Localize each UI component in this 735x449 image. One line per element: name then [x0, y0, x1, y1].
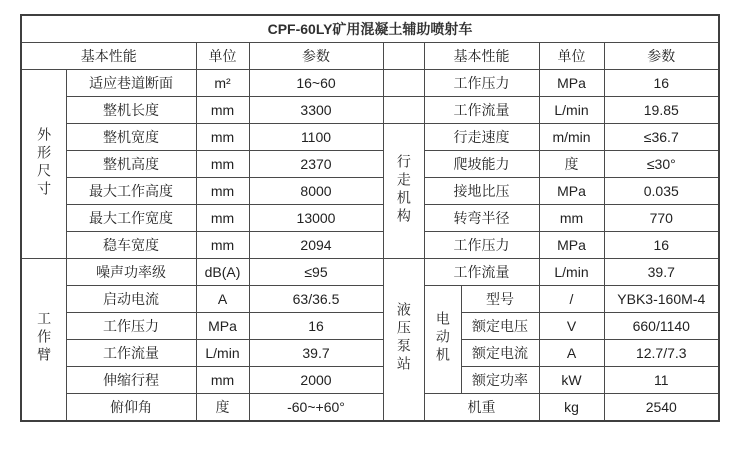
spec-param-cell: 16 [604, 70, 719, 97]
spec-table [20, 14, 720, 422]
spec-name-cell: 工作压力 [66, 313, 196, 340]
spec-name-cell: 型号 [461, 286, 539, 313]
table-row [21, 151, 719, 178]
spec-param-cell: 16 [604, 232, 719, 259]
spec-unit-cell: m/min [539, 124, 604, 151]
group-label-working-arm [21, 259, 66, 422]
spec-param-cell: 2370 [249, 151, 383, 178]
group-label-text: 工作臂 [36, 311, 53, 365]
spec-param-cell: ≤36.7 [604, 124, 719, 151]
spec-param-cell: 39.7 [604, 259, 719, 286]
spec-unit-cell: mm [196, 367, 249, 394]
group-label-text: 液压泵站 [395, 302, 412, 374]
table-row [21, 313, 719, 340]
spec-name-cell: 伸缩行程 [66, 367, 196, 394]
spec-param-cell: 11 [604, 367, 719, 394]
header-spacer-cell [383, 43, 424, 70]
spec-name-cell: 工作流量 [424, 259, 539, 286]
spec-unit-cell: MPa [539, 178, 604, 205]
spec-unit-cell: L/min [539, 259, 604, 286]
spec-name-cell: 额定电流 [461, 340, 539, 367]
group-label-text: 外形尺寸 [36, 126, 53, 199]
table-row [21, 286, 719, 313]
spec-param-cell: 770 [604, 205, 719, 232]
spec-unit-cell: mm [196, 178, 249, 205]
spec-unit-cell: kW [539, 367, 604, 394]
spec-unit-cell: mm [196, 97, 249, 124]
spec-param-cell: YBK3-160M-4 [604, 286, 719, 313]
column-header-param-left: 参数 [249, 43, 383, 70]
spec-name-cell: 最大工作宽度 [66, 205, 196, 232]
spec-unit-cell: 度 [539, 151, 604, 178]
spec-name-cell: 启动电流 [66, 286, 196, 313]
spec-param-cell: 16 [249, 313, 383, 340]
table-row [21, 259, 719, 286]
spec-name-cell: 工作压力 [424, 70, 539, 97]
spec-param-cell: 0.035 [604, 178, 719, 205]
column-header-unit-left: 单位 [196, 43, 249, 70]
table-row [21, 340, 719, 367]
spec-param-cell: 12.7/7.3 [604, 340, 719, 367]
spec-name-cell: 适应巷道断面 [66, 70, 196, 97]
spec-unit-cell: L/min [196, 340, 249, 367]
spec-name-cell: 工作压力 [424, 232, 539, 259]
spec-unit-cell: mm [539, 205, 604, 232]
spec-param-cell: 8000 [249, 178, 383, 205]
spec-param-cell: 16~60 [249, 70, 383, 97]
spec-param-cell: 1100 [249, 124, 383, 151]
column-header-name-left: 基本性能 [21, 43, 196, 70]
table-row [21, 124, 719, 151]
group-label-electric-motor [424, 286, 461, 394]
spec-unit-cell: kg [539, 394, 604, 422]
table-row [21, 205, 719, 232]
spec-param-cell: 660/1140 [604, 313, 719, 340]
column-header-param-right: 参数 [604, 43, 719, 70]
table-row [21, 97, 719, 124]
spec-unit-cell: dB(A) [196, 259, 249, 286]
group-label-dimensions [21, 70, 66, 259]
spec-param-cell: 3300 [249, 97, 383, 124]
column-header-unit-right: 单位 [539, 43, 604, 70]
spec-name-cell: 俯仰角 [66, 394, 196, 422]
spec-name-cell: 最大工作高度 [66, 178, 196, 205]
spec-unit-cell: mm [196, 151, 249, 178]
spec-unit-cell: mm [196, 205, 249, 232]
spec-param-cell: 2000 [249, 367, 383, 394]
spec-unit-cell: mm [196, 232, 249, 259]
spec-param-cell: ≤95 [249, 259, 383, 286]
spec-name-cell: 工作流量 [424, 97, 539, 124]
spec-unit-cell: MPa [539, 70, 604, 97]
spec-unit-cell: A [539, 340, 604, 367]
column-header-name-right: 基本性能 [424, 43, 539, 70]
spec-unit-cell: MPa [196, 313, 249, 340]
spec-param-cell: 2540 [604, 394, 719, 422]
spec-param-cell: ≤30° [604, 151, 719, 178]
group-label-text: 行走机构 [395, 153, 412, 226]
spec-name-cell: 爬坡能力 [424, 151, 539, 178]
spec-unit-cell: 度 [196, 394, 249, 422]
spec-name-cell: 工作流量 [66, 340, 196, 367]
spec-unit-cell: MPa [539, 232, 604, 259]
spec-name-cell: 整机高度 [66, 151, 196, 178]
spec-param-cell: 39.7 [249, 340, 383, 367]
table-title: CPF-60LY矿用混凝土辅助喷射车 [21, 15, 719, 43]
table-row [21, 178, 719, 205]
group-spacer-cell [383, 70, 424, 97]
spec-name-cell: 整机长度 [66, 97, 196, 124]
spec-unit-cell: mm [196, 124, 249, 151]
spec-param-cell: 63/36.5 [249, 286, 383, 313]
spec-unit-cell: m² [196, 70, 249, 97]
spec-name-cell: 噪声功率级 [66, 259, 196, 286]
spec-name-cell: 额定功率 [461, 367, 539, 394]
table-row [21, 70, 719, 97]
spec-param-cell: -60~+60° [249, 394, 383, 422]
group-label-hydraulic-pump-station [383, 259, 424, 422]
spec-unit-cell: L/min [539, 97, 604, 124]
group-label-text: 电动机 [434, 311, 451, 365]
group-spacer-cell [383, 97, 424, 124]
spec-name-cell: 接地比压 [424, 178, 539, 205]
spec-param-cell: 19.85 [604, 97, 719, 124]
group-label-travel-mechanism [383, 124, 424, 259]
table-row [21, 367, 719, 394]
spec-param-cell: 2094 [249, 232, 383, 259]
spec-name-cell: 行走速度 [424, 124, 539, 151]
spec-unit-cell: V [539, 313, 604, 340]
spec-name-cell: 转弯半径 [424, 205, 539, 232]
spec-param-cell: 13000 [249, 205, 383, 232]
spec-unit-cell: / [539, 286, 604, 313]
spec-name-cell: 额定电压 [461, 313, 539, 340]
table-row [21, 394, 719, 422]
table-row [21, 232, 719, 259]
spec-name-cell: 机重 [424, 394, 539, 422]
spec-name-cell: 整机宽度 [66, 124, 196, 151]
spec-unit-cell: A [196, 286, 249, 313]
spec-name-cell: 稳车宽度 [66, 232, 196, 259]
